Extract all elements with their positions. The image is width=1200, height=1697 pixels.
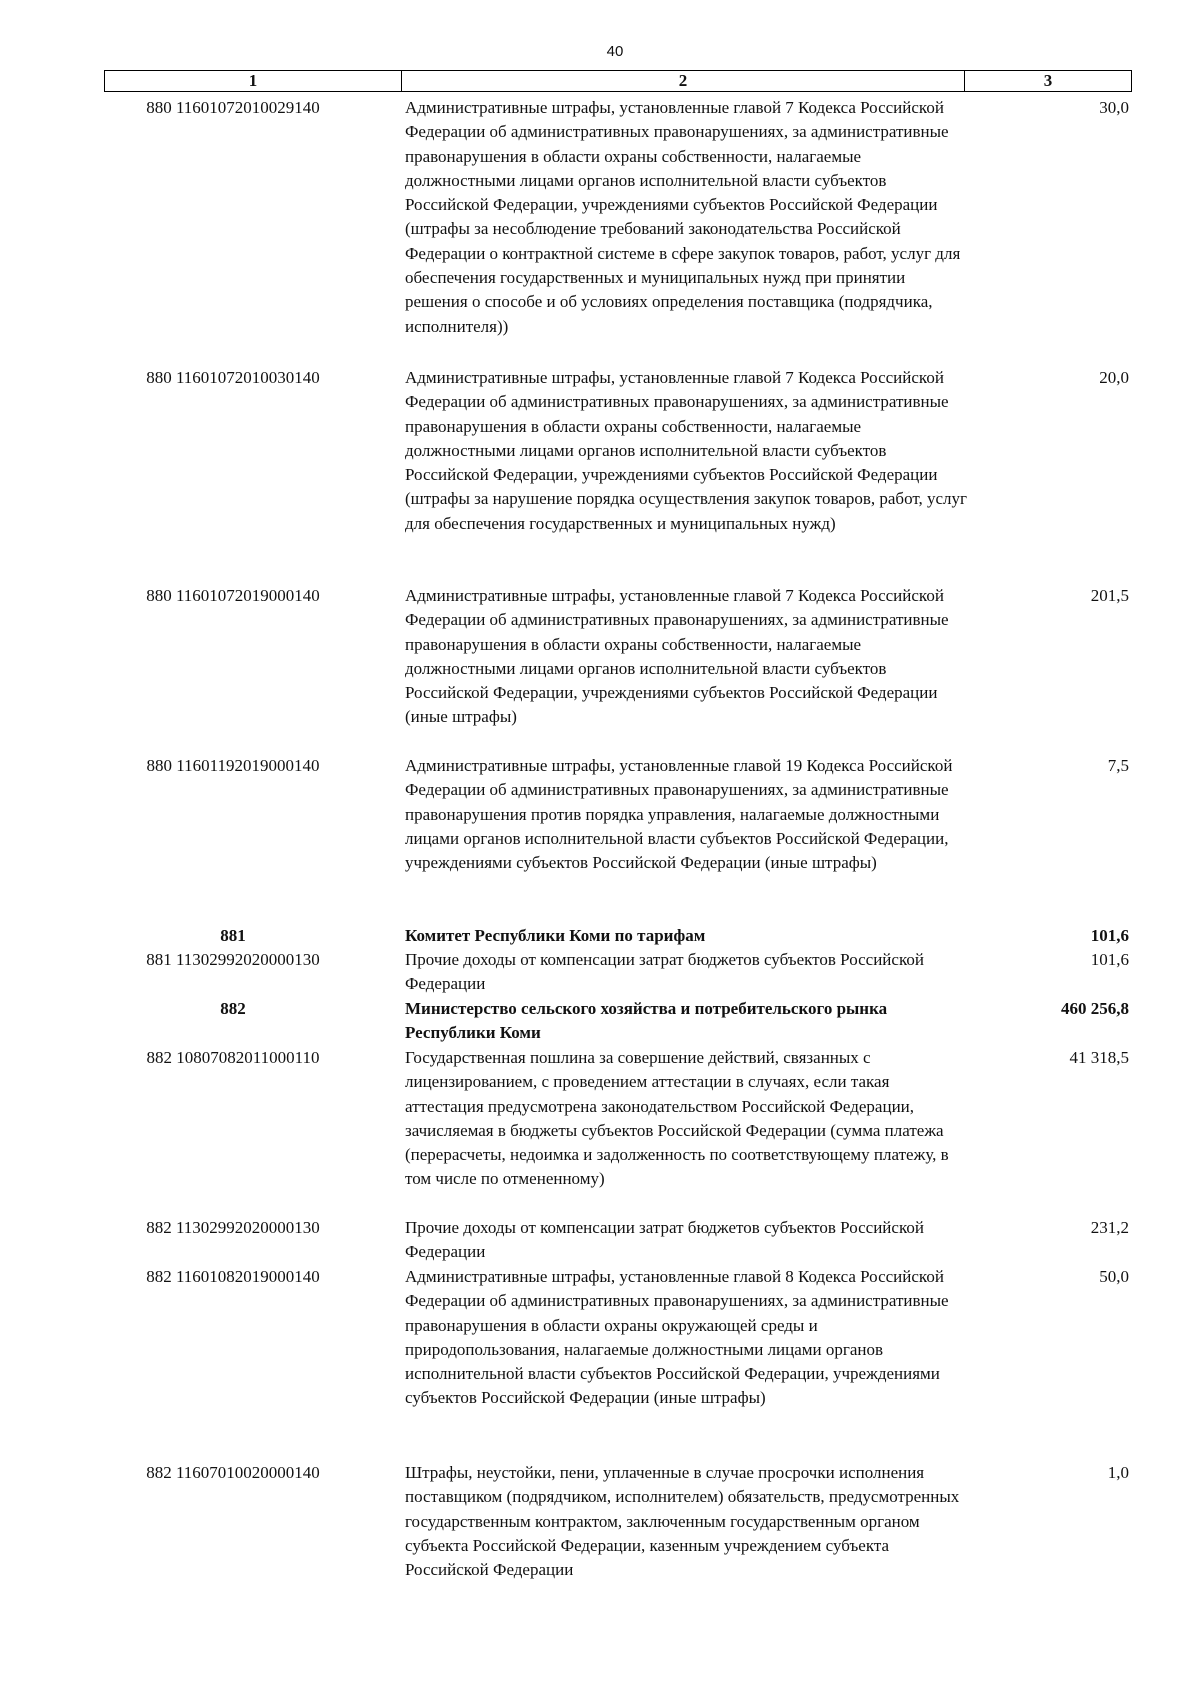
row-description: Административные штрафы, установленные главой 19 Кодекса Российской Федерации об административных правонарушениях, за административные правонарушения против порядка управления, налагаемые должностными лицами органов исполнительной власти субъектов Российской Федерации, учреждениями субъектов Российской Федерации (иные штрафы)	[405, 756, 953, 873]
table-row	[104, 948, 1132, 997]
row-amount: 201,5	[1090, 586, 1129, 605]
row-code: 880 11601192019000140	[146, 756, 320, 775]
row-description: Административные штрафы, установленные главой 7 Кодекса Российской Федерации об административных правонарушениях, за административные правонарушения в области охраны собственности, налагаемые должностными лицами органов исполнительной власти субъектов Российской Федерации, учреждениями субъектов Российской Федерации (штрафы за нарушение порядка осуществления закупок товаров, работ, услуг для обеспечения государственных и муниципальных нужд)	[405, 368, 968, 533]
section-title: Комитет Республики Коми по тарифам	[405, 926, 706, 945]
row-description: Административные штрафы, установленные главой 8 Кодекса Российской Федерации об административных правонарушениях, за административные правонарушения в области охраны окружающей среды и природопользования, налагаемые должностными лицами органов исполнительной власти субъектов Российской Федерации, учреждениями субъектов Российской Федерации (иные штрафы)	[405, 1267, 949, 1408]
row-description: Прочие доходы от компенсации затрат бюджетов субъектов Российской Федерации	[405, 950, 924, 994]
row-description: Административные штрафы, установленные главой 7 Кодекса Российской Федерации об административных правонарушениях, за административные правонарушения в области охраны собственности, налагаемые должностными лицами органов исполнительной власти субъектов Российской Федерации, учреждениями субъектов Российской Федерации (штрафы за несоблюдение требований законодательства Российской Федерации о контрактной системе в сфере закупок товаров, работ, услуг для обеспечения государственных и муниципальных нужд при принятии решения о способе и об условиях определения поставщика (подрядчика, исполнителя))	[405, 98, 961, 336]
section-total: 101,6	[1090, 926, 1129, 945]
row-amount: 231,2	[1090, 1218, 1129, 1237]
row-description: Административные штрафы, установленные главой 7 Кодекса Российской Федерации об административных правонарушениях, за административные правонарушения в области охраны собственности, налагаемые должностными лицами органов исполнительной власти субъектов Российской Федерации, учреждениями субъектов Российской Федерации (иные штрафы)	[405, 586, 949, 727]
header-col-1: 1	[105, 71, 402, 91]
row-amount: 7,5	[1107, 756, 1129, 775]
row-amount: 30,0	[1099, 98, 1129, 117]
table-row	[104, 1046, 1132, 1216]
table-row	[104, 754, 1132, 924]
row-amount: 20,0	[1099, 368, 1129, 387]
row-code: 880 11601072010030140	[146, 368, 320, 387]
row-code: 882 11302992020000130	[146, 1218, 320, 1237]
row-amount: 50,0	[1099, 1267, 1129, 1286]
row-amount: 101,6	[1090, 950, 1129, 969]
header-col-2: 2	[402, 71, 965, 91]
row-code: 882 11607010020000140	[146, 1463, 320, 1482]
table-row	[104, 96, 1132, 366]
row-code: 880 11601072010029140	[146, 98, 320, 117]
table-row	[104, 1216, 1132, 1265]
row-description: Прочие доходы от компенсации затрат бюджетов субъектов Российской Федерации	[405, 1218, 924, 1262]
table-row	[104, 584, 1132, 754]
section-title: Министерство сельского хозяйства и потребительского рынка Республики Коми	[405, 999, 888, 1043]
header-col-3: 3	[1043, 71, 1053, 90]
row-amount: 1,0	[1107, 1463, 1129, 1482]
section-total: 460 256,8	[1061, 999, 1129, 1018]
section-row	[104, 924, 1132, 948]
table-header	[104, 70, 1132, 92]
table-row	[104, 1265, 1132, 1461]
table-row	[104, 1461, 1132, 1611]
row-description: Государственная пошлина за совершение действий, связанных с лицензированием, с проведением аттестации в случаях, если такая аттестация предусмотрена законодательством Российской Федерации, зачисляемая в бюджеты субъектов Российской Федерации (сумма платежа (перерасчеты, недоимка и задолженность по соответствующему платежу, в том числе по отмененному)	[405, 1048, 949, 1189]
row-code: 880 11601072019000140	[146, 586, 320, 605]
table-row	[104, 366, 1132, 584]
row-amount: 41 318,5	[1069, 1048, 1129, 1067]
section-code: 881	[220, 926, 246, 945]
row-code: 881 11302992020000130	[146, 950, 320, 969]
table-body	[104, 96, 1132, 1611]
row-code: 882 10807082011000110	[146, 1048, 320, 1067]
section-code: 882	[220, 999, 246, 1018]
row-description: Штрафы, неустойки, пени, уплаченные в случае просрочки исполнения поставщиком (подрядчиком, исполнителем) обязательств, предусмотренных государственным контрактом, заключенным государственным органом субъекта Российской Федерации, казенным учреждением субъекта Российской Федерации	[405, 1463, 960, 1580]
section-row	[104, 997, 1132, 1046]
page-number: 40	[606, 43, 624, 60]
row-code: 882 11601082019000140	[146, 1267, 320, 1286]
